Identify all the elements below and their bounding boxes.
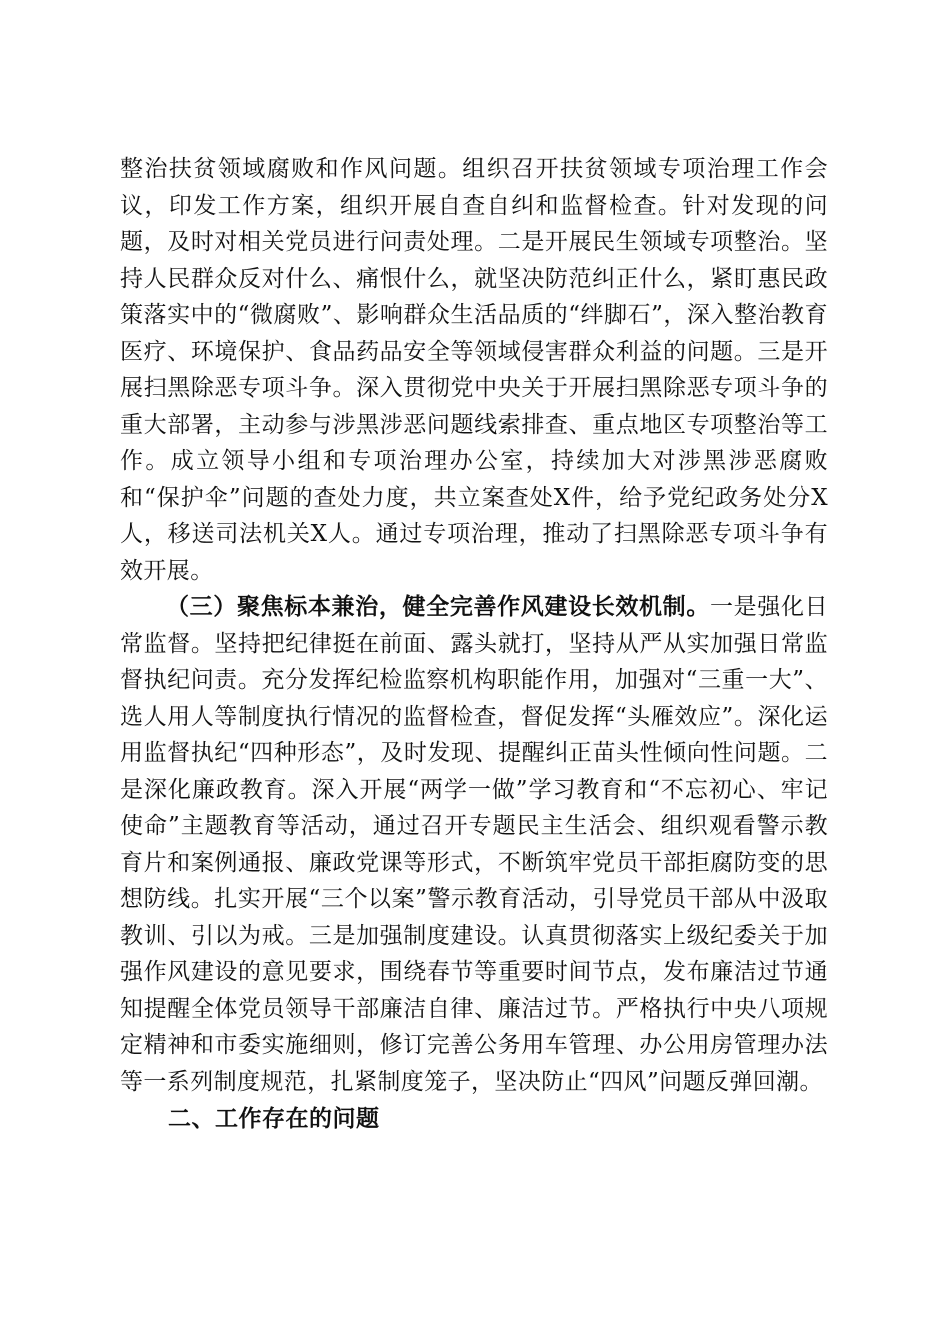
subsection-heading-three: （三）聚焦标本兼治，健全完善作风建设长效机制。 [166, 593, 710, 620]
paragraph-body-text: 一是强化日常监督。坚持把纪律挺在前面、露头就打，坚持从严从实加强日常监督执纪问责。充分发挥纪检监察机构职能作用，加强对“三重一大”、选人用人等制度执行情况的监督检查，督促发挥“头雁效应”。深化运用监督执纪“四种形态”，及时发现、提醒纠正苗头性倾向性问题。二是深化廉政教育。深入开展“两学一做”学习教育和“不忘初心、牢记使命”主题教育等活动，通过召开专题民主生活会、组织观看警示教育片和案例通报、廉政党课等形式，不断筑牢党员干部拒腐防变的思想防线。扎实开展“三个以案”警示教育活动，引导党员干部从中汲取教训、引以为戒。三是加强制度建设。认真贯彻落实上级纪委关于加强作风建设的意见要求，围绕春节等重要时间节点，发布廉洁过节通知提醒全体党员领导干部廉洁自律、廉洁过节。严格执行中央八项规定精神和市委实施细则，修订完善公务用车管理、办公用房管理办法等一系列制度规范，扎紧制度笼子，坚决防止“四风”问题反弹回潮。 [120, 594, 829, 1095]
section-heading-problems: 二、工作存在的问题 [168, 1105, 380, 1132]
paragraph-root-and-branch [120, 589, 828, 1100]
paragraph-special-rectification: 整治扶贫领域腐败和作风问题。组织召开扶贫领域专项治理工作会议，印发工作方案，组织开展自查自纠和监督检查。针对发现的问题，及时对相关党员进行问责处理。二是开展民生领域专项整治。坚持人民群众反对什么、痛恨什么，就坚决防范纠正什么，紧盯惠民政策落实中的“微腐败”、影响群众生活品质的“绊脚石”，深入整治教育医疗、环境保护、食品药品安全等领域侵害群众利益的问题。三是开展扫黑除恶专项斗争。深入贯彻党中央关于开展扫黑除恶专项斗争的重大部署，主动参与涉黑涉恶问题线索排查、重点地区专项整治等工作。成立领导小组和专项治理办公室，持续加大对涉黑涉恶腐败和“保护伞”问题的查处力度，共立案查处X件，给予党纪政务处分X人，移送司法机关X人。通过专项治理，推动了扫黑除恶专项斗争有效开展。 [120, 156, 828, 584]
document-body [120, 151, 828, 1138]
